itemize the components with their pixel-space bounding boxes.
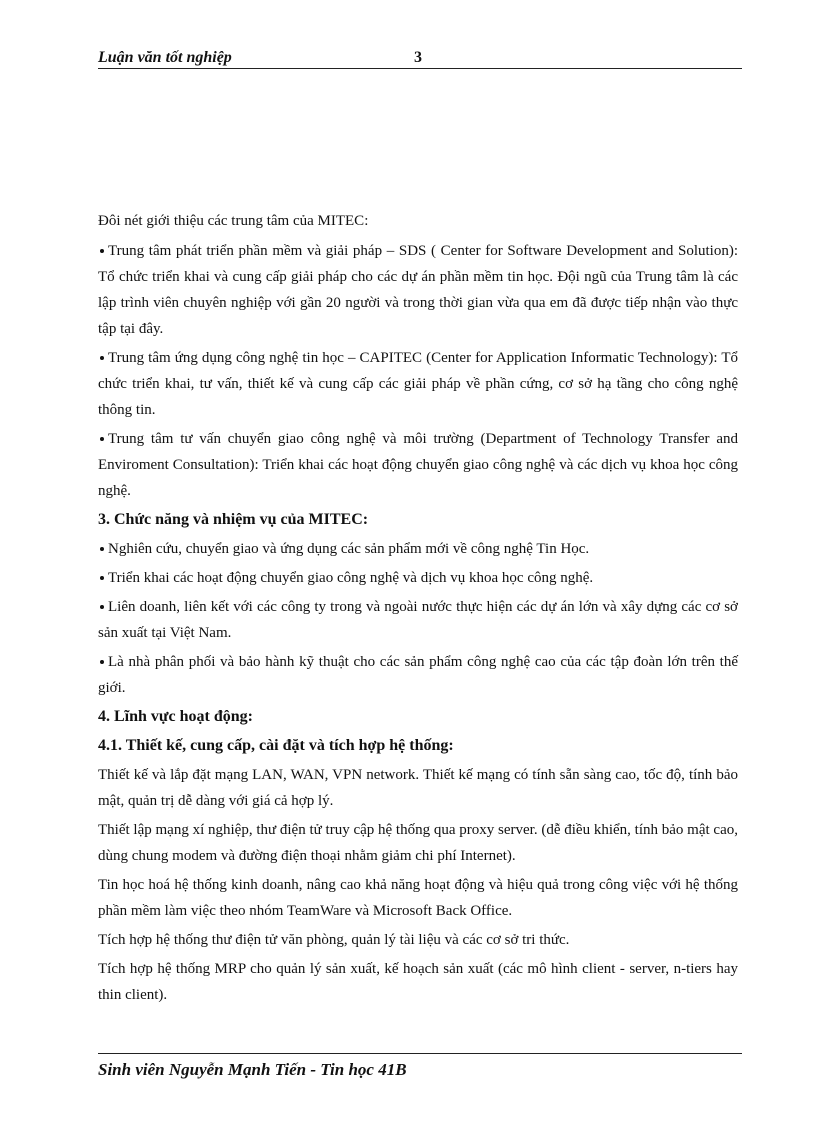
activity-paragraph: Thiết lập mạng xí nghiệp, thư điện tử truy cập hệ thống qua proxy server. (dễ điều khiển, tính bảo mật cao, dùng chung modem và đường điện thoại nhằm giảm chi phí Internet).: [98, 822, 738, 864]
bullet-icon: [100, 437, 104, 441]
center-item: [98, 345, 738, 423]
activity-paragraph: Tích hợp hệ thống MRP cho quản lý sản xuất, kế hoạch sản xuất (các mô hình client - server, n-tiers hay thin client).: [98, 961, 738, 1003]
bullet-icon: [100, 660, 104, 664]
bullet-icon: [100, 605, 104, 609]
center-item-text: Trung tâm tư vấn chuyển giao công nghệ và môi trường (Department of Technology Transfer and Enviroment Consultation): Triển khai các hoạt động chuyển giao công nghệ và các dịch vụ khoa học công nghệ.: [98, 431, 738, 499]
center-item: [98, 426, 738, 504]
center-item: [98, 238, 738, 342]
center-item-text: Trung tâm ứng dụng công nghệ tin học – CAPITEC (Center for Application Informatic Technology): Tổ chức triển khai, tư vấn, thiết kế và cung cấp các giải pháp về phần cứng, cơ sở hạ tầng cho công nghệ thông tin.: [98, 350, 738, 418]
section-4-1-heading: 4.1. Thiết kế, cung cấp, cài đặt và tích hợp hệ thống:: [98, 737, 454, 754]
bullet-icon: [100, 356, 104, 360]
page-footer: [98, 1053, 742, 1080]
section-3-heading: 3. Chức năng và nhiệm vụ của MITEC:: [98, 511, 369, 528]
function-item: [98, 649, 738, 701]
activity-paragraph: Tích hợp hệ thống thư điện tử văn phòng, quản lý tài liệu và các cơ sở tri thức.: [98, 932, 570, 948]
header-title: Luận văn tốt nghiệp: [98, 49, 232, 66]
footer-author: Sinh viên Nguyễn Mạnh Tiến - Tin học 41B: [98, 1060, 407, 1079]
activity-paragraph: Thiết kế và lắp đặt mạng LAN, WAN, VPN network. Thiết kế mạng có tính sẵn sàng cao, tốc độ, tính bảo mật, quản trị dễ dàng với giá cả hợp lý.: [98, 767, 738, 809]
function-item: [98, 594, 738, 646]
function-item-text: Triển khai các hoạt động chuyển giao công nghệ và dịch vụ khoa học công nghệ.: [108, 570, 594, 586]
bullet-icon: [100, 547, 104, 551]
page-number: 3: [414, 49, 422, 66]
center-item-text: Trung tâm phát triển phần mềm và giải pháp – SDS ( Center for Software Development and Solution): Tổ chức triển khai và cung cấp giải pháp cho các dự án phần mềm tin học. Đội ngũ của Trung tâm là các lập trình viên chuyên nghiệp với gần 20 người và trong thời gian vừa qua em đã được tiếp nhận vào thực tập tại đây.: [98, 243, 738, 337]
function-item: [98, 565, 738, 591]
bullet-icon: [100, 249, 104, 253]
function-item-text: Nghiên cứu, chuyển giao và ứng dụng các sản phẩm mới về công nghệ Tin Học.: [108, 541, 590, 557]
document-body: [98, 208, 738, 1011]
intro-line: Đôi nét giới thiệu các trung tâm của MITEC:: [98, 213, 369, 229]
function-item-text: Là nhà phân phối và bảo hành kỹ thuật cho các sản phẩm công nghệ cao của các tập đoàn lớn trên thế giới.: [98, 654, 738, 696]
function-item-text: Liên doanh, liên kết với các công ty trong và ngoài nước thực hiện các dự án lớn và xây dựng các cơ sở sản xuất tại Việt Nam.: [98, 599, 738, 641]
page-header: [98, 48, 742, 69]
bullet-icon: [100, 576, 104, 580]
function-item: [98, 536, 738, 562]
activity-paragraph: Tin học hoá hệ thống kinh doanh, nâng cao khả năng hoạt động và hiệu quả trong công việc với hệ thống phần mềm làm việc theo nhóm TeamWare và Microsoft Back Office.: [98, 877, 738, 919]
section-4-heading: 4. Lĩnh vực hoạt động:: [98, 708, 253, 725]
